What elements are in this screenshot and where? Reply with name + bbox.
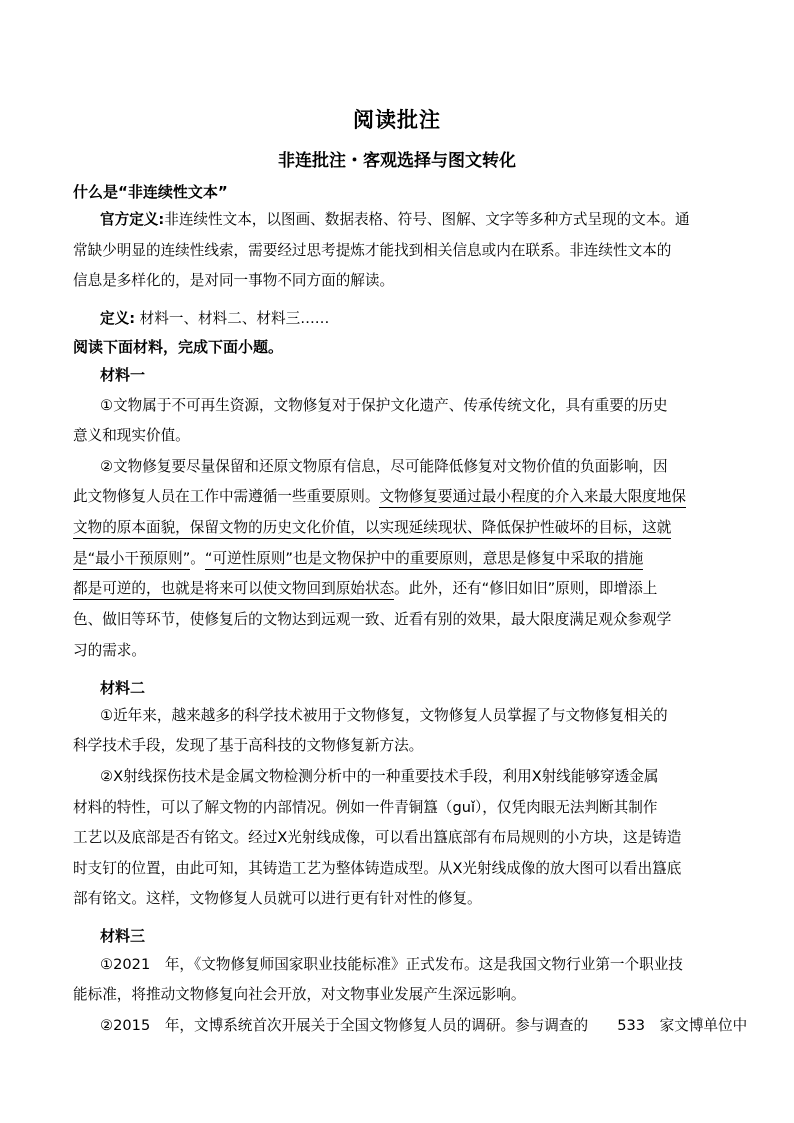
definition-text: 材料一、材料二、材料三…… xyxy=(139,310,330,327)
m1-p1-line-2: 意义和现实价值。 xyxy=(73,427,190,444)
material-2-heading: 材料二 xyxy=(100,679,146,697)
m3-p2-line-1: ②2015 年，文博系统首次开展关于全国文物修复人员的调研。参与调查的 533 家文博单位中 xyxy=(100,1017,748,1034)
m2-p1-line-2: 科学技术手段，发现了基于高科技的文物修复新方法。 xyxy=(73,737,424,754)
m2-p2-line-2: 材料的特性，可以了解文物的内部情况。例如一件青铜簋（guǐ），仅凭肉眼无法判断其制作 xyxy=(73,799,658,816)
m1-p2-line-2 xyxy=(73,487,733,507)
m1-p2-line-4 xyxy=(73,549,733,569)
material-3-heading: 材料三 xyxy=(100,927,146,945)
page-subtitle: 非连批注・客观选择与图文转化 xyxy=(278,151,516,171)
section-heading: 什么是“非连续性文本” xyxy=(73,183,228,201)
underlined-annotation: 文物修复要通过最小程度的介入来最大限度地保 xyxy=(379,488,685,508)
underlined-annotation: 文物的原本面貌，保留文物的历史文化价值，以实现延续现状、降低保护性破坏的目标，这就 xyxy=(73,519,671,539)
m1-p2-line-7: 习的需求。 xyxy=(73,642,146,659)
m1-p2-line-2-plain: 此文物修复人员在工作中需遵循一些重要原则。 xyxy=(73,488,380,505)
instruction-text: 阅读下面材料，完成下面小题。 xyxy=(73,338,284,356)
m1-p2-line-6: 色、做旧等环节，使修复后的文物达到远观一致、近看有别的效果，最大限度满足观众参观学 xyxy=(73,611,672,628)
underlined-annotation: 都是可逆的，也就是将来可以使文物回到原始状态 xyxy=(73,580,394,600)
official-definition-line-2: 常缺少明显的连续性线索，需要经过思考提炼才能找到相关信息或内在联系。非连续性文本的 xyxy=(73,242,672,259)
page-title: 阅读批注 xyxy=(353,108,441,132)
m1-p2-line-1: ②文物修复要尽量保留和还原文物原有信息，尽可能降低修复对文物价值的负面影响，因 xyxy=(100,458,668,475)
official-definition-line-1 xyxy=(100,210,733,230)
definition-line xyxy=(100,309,733,329)
m2-p2-line-4: 时支钉的位置，由此可知，其铸造工艺为整体铸造成型。从X光射线成像的放大图可以看出簋底 xyxy=(73,860,682,877)
m3-p1-line-2: 能标准，将推动文物修复向社会开放，对文物事业发展产生深远影响。 xyxy=(73,986,526,1003)
m1-p2-line-5 xyxy=(73,579,733,599)
m2-p2-line-5: 部有铭文。这样，文物修复人员就可以进行更有针对性的修复。 xyxy=(73,890,482,907)
official-definition-line-3: 信息是多样化的，是对同一事物不同方面的解读。 xyxy=(73,272,395,289)
official-definition-label: 官方定义: xyxy=(100,211,165,228)
definition-label: 定义: xyxy=(100,310,136,327)
m1-p1-line-1: ①文物属于不可再生资源，文物修复对于保护文化遗产、传承传统文化，具有重要的历史 xyxy=(100,397,668,414)
material-1-heading: 材料一 xyxy=(100,366,146,384)
underlined-annotation: “可逆性原则”也是文物保护中的重要原则，意思是修复中采取的措施 xyxy=(205,550,643,570)
m1-p2-line-3 xyxy=(73,518,733,538)
separator-text: 。 xyxy=(190,550,205,567)
underlined-annotation: 是“最小干预原则” xyxy=(73,550,190,570)
official-definition-text: 非连续性文本，以图画、数据表格、符号、图解、文字等多种方式呈现的文本。通 xyxy=(164,211,690,228)
m1-p2-line-5-plain: 。此外，还有“修旧如旧”原则，即增添上 xyxy=(394,580,658,597)
m2-p1-line-1: ①近年来，越来越多的科学技术被用于文物修复，文物修复人员掌握了与文物修复相关的 xyxy=(100,707,668,724)
m2-p2-line-3: 工艺以及底部是否有铭文。经过X光射线成像，可以看出簋底部有布局规则的小方块，这是铸造 xyxy=(73,829,682,846)
m2-p2-line-1: ②X射线探伤技术是金属文物检测分析中的一种重要技术手段，利用X射线能够穿透金属 xyxy=(100,768,659,785)
m3-p1-line-1: ①2021 年，《文物修复师国家职业技能标准》正式发布。这是我国文物行业第一个职业技 xyxy=(100,956,683,973)
